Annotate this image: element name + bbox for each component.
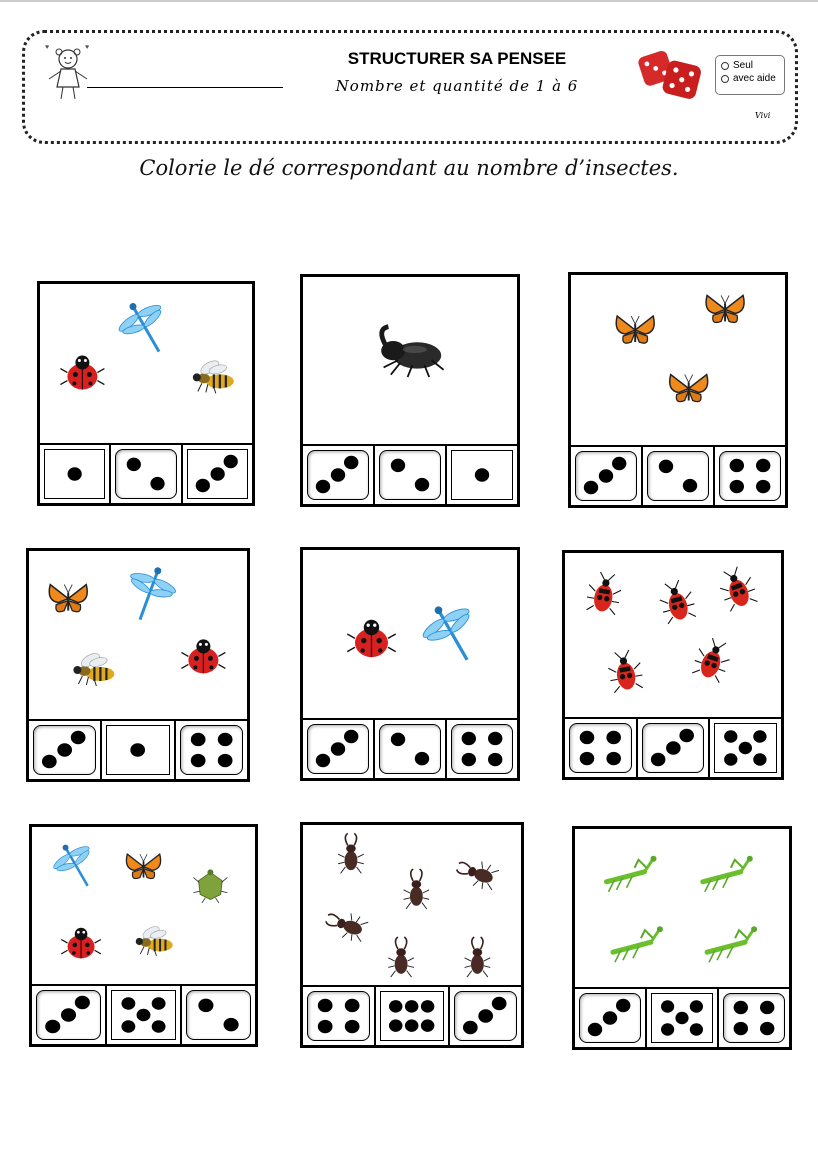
- ladybug-icon: [347, 620, 395, 657]
- exercise-card: [37, 281, 255, 506]
- die-pip: [606, 752, 621, 765]
- die-pip: [42, 755, 57, 768]
- die-pip: [463, 1021, 478, 1034]
- dice-choice[interactable]: [575, 989, 647, 1047]
- die-pip: [61, 1008, 76, 1021]
- dice-choice[interactable]: [32, 986, 107, 1044]
- die-pip: [391, 733, 405, 746]
- svg-text:♥: ♥: [45, 44, 50, 51]
- dragonfly-icon: [117, 559, 182, 628]
- worksheet-header: [22, 30, 798, 144]
- die-face-3[interactable]: [642, 723, 705, 773]
- dice-choice[interactable]: [719, 989, 789, 1047]
- dice-choice[interactable]: [183, 445, 252, 503]
- die-pip: [580, 731, 595, 744]
- die-pip: [756, 459, 770, 472]
- die-pip: [190, 754, 205, 767]
- die-pip: [57, 743, 72, 756]
- dice-choice[interactable]: [107, 986, 182, 1044]
- firebug-icon: [585, 570, 624, 615]
- stag-beetle-icon: [338, 833, 364, 873]
- firebug-icon: [606, 648, 645, 693]
- die-pip: [195, 479, 209, 492]
- die-face-2[interactable]: [186, 990, 251, 1040]
- mantis-icon: [707, 926, 757, 962]
- dice-choice[interactable]: [447, 720, 517, 778]
- dice-choice[interactable]: [111, 445, 182, 503]
- level-option-alone[interactable]: Seul: [721, 59, 784, 72]
- die-pip: [730, 480, 744, 493]
- die-pip: [661, 1000, 674, 1012]
- dice-choices: [565, 717, 781, 777]
- die-face-2[interactable]: [379, 450, 441, 500]
- insect-picture: [40, 284, 252, 445]
- wasp-icon: [136, 924, 173, 956]
- die-pip: [488, 753, 502, 766]
- insect-picture: [303, 825, 521, 987]
- die-face-3[interactable]: [36, 990, 101, 1040]
- stag-beetle-icon: [465, 937, 491, 977]
- exercise-card: [29, 824, 258, 1047]
- die-pip: [421, 1019, 434, 1031]
- dragonfly-icon: [46, 835, 106, 897]
- insect-picture: [303, 550, 517, 720]
- stag-beetle-icon: [388, 937, 414, 977]
- author-signature: Vivi: [755, 111, 771, 120]
- dice-choice[interactable]: [29, 721, 102, 779]
- exercise-card: [300, 547, 520, 781]
- die-pip: [724, 730, 737, 742]
- dice-choice[interactable]: [715, 447, 785, 505]
- die-pip: [318, 1020, 333, 1033]
- dice-choice[interactable]: [450, 987, 521, 1045]
- dice-choice[interactable]: [176, 721, 247, 779]
- die-face-6[interactable]: [380, 991, 443, 1041]
- die-face-2[interactable]: [379, 724, 441, 774]
- dice-choice[interactable]: [303, 720, 375, 778]
- die-pip: [421, 1000, 434, 1012]
- die-face-4[interactable]: [307, 991, 370, 1041]
- die-pip: [616, 999, 630, 1012]
- butterfly-icon: [126, 854, 160, 878]
- die-pip: [75, 996, 90, 1009]
- dice-choice[interactable]: [447, 446, 517, 504]
- wasp-icon: [73, 651, 114, 686]
- dice-choice[interactable]: [303, 987, 376, 1045]
- die-pip: [661, 1023, 674, 1035]
- die-pip: [389, 1000, 402, 1012]
- mantis-icon: [703, 856, 753, 892]
- die-pip: [659, 460, 673, 473]
- dice-choices: [571, 445, 785, 505]
- shield-bug-icon: [193, 869, 227, 903]
- die-pip: [415, 752, 429, 765]
- die-pip: [734, 1022, 748, 1035]
- die-pip: [210, 467, 224, 480]
- die-face-4[interactable]: [723, 993, 785, 1043]
- die-pip: [580, 752, 595, 765]
- die-pip: [462, 753, 476, 766]
- firebug-icon: [656, 578, 698, 625]
- die-pip: [415, 478, 429, 491]
- mantis-icon: [613, 926, 663, 962]
- svg-text:♥: ♥: [85, 44, 90, 51]
- die-pip: [45, 1020, 60, 1033]
- dice-choice[interactable]: [571, 447, 643, 505]
- exercise-card: [568, 272, 788, 508]
- die-pip: [690, 1023, 703, 1035]
- dragonfly-icon: [413, 593, 490, 673]
- firebug-icon: [691, 635, 735, 683]
- die-face-4[interactable]: [569, 723, 632, 773]
- dice-choices: [40, 443, 252, 503]
- stag-beetle-icon: [404, 869, 430, 909]
- dice-choices: [303, 985, 521, 1045]
- insect-picture: [303, 277, 517, 446]
- name-line: [87, 87, 283, 88]
- dragonfly-icon: [110, 291, 180, 364]
- die-pip: [651, 753, 666, 766]
- die-pip: [316, 480, 330, 493]
- die-pip: [756, 480, 770, 493]
- die-face-4[interactable]: [451, 724, 513, 774]
- exercise-card: [572, 826, 792, 1050]
- die-pip: [730, 459, 744, 472]
- dice-choices: [575, 987, 789, 1047]
- exercise-card: [300, 274, 520, 507]
- butterfly-icon: [670, 375, 708, 402]
- die-face-1[interactable]: [106, 725, 169, 775]
- die-pip: [606, 731, 621, 744]
- dice-choice[interactable]: [40, 445, 111, 503]
- exercise-card: [300, 822, 524, 1048]
- die-pip: [760, 1022, 774, 1035]
- dice-choices: [303, 718, 517, 778]
- dice-choice[interactable]: [102, 721, 175, 779]
- die-pip: [760, 1001, 774, 1014]
- die-pip: [131, 743, 146, 756]
- level-option-with-help[interactable]: avec aide: [721, 72, 784, 85]
- stag-beetle-icon: [453, 854, 499, 892]
- die-pip: [223, 455, 237, 468]
- die-pip: [679, 729, 694, 742]
- die-pip: [137, 1009, 151, 1021]
- die-pip: [491, 997, 506, 1010]
- instruction: Colorie le dé correspondant au nombre d’insectes.: [139, 156, 679, 180]
- die-pip: [734, 1001, 748, 1014]
- die-pip: [475, 468, 489, 481]
- die-pip: [683, 479, 697, 492]
- die-pip: [152, 997, 166, 1009]
- die-pip: [739, 742, 752, 754]
- die-pip: [612, 457, 626, 470]
- die-face-3[interactable]: [454, 991, 517, 1041]
- die-pip: [666, 741, 681, 754]
- die-face-3[interactable]: [33, 725, 96, 775]
- die-pip: [331, 468, 345, 481]
- dice-choices: [303, 444, 517, 504]
- die-pip: [603, 1011, 617, 1024]
- radio-icon: [721, 75, 729, 83]
- die-pip: [344, 730, 358, 743]
- top-rule: [0, 0, 818, 2]
- die-pip: [690, 1000, 703, 1012]
- die-pip: [405, 1000, 418, 1012]
- insect-picture: [565, 553, 781, 719]
- red-dice-icon: [637, 45, 703, 103]
- die-pip: [391, 459, 405, 472]
- die-pip: [121, 997, 135, 1009]
- die-pip: [198, 999, 213, 1012]
- ladybug-icon: [60, 356, 104, 390]
- dice-choices: [32, 984, 255, 1044]
- die-pip: [190, 733, 205, 746]
- die-face-1[interactable]: [44, 449, 105, 499]
- insect-picture: [32, 827, 255, 986]
- butterfly-icon: [49, 585, 87, 612]
- die-pip: [217, 733, 232, 746]
- die-pip: [345, 1020, 360, 1033]
- dice-choice[interactable]: [182, 986, 255, 1044]
- radio-icon: [721, 62, 729, 70]
- level-options: [715, 55, 785, 95]
- die-face-4[interactable]: [180, 725, 243, 775]
- die-pip: [345, 999, 360, 1012]
- die-face-3[interactable]: [307, 450, 369, 500]
- die-face-3[interactable]: [187, 449, 248, 499]
- die-pip: [754, 730, 767, 742]
- die-pip: [389, 1019, 402, 1031]
- firebug-icon: [715, 564, 759, 612]
- insect-picture: [29, 551, 247, 721]
- die-pip: [488, 732, 502, 745]
- die-pip: [121, 1020, 135, 1032]
- die-pip: [318, 999, 333, 1012]
- die-face-4[interactable]: [719, 451, 781, 501]
- die-pip: [724, 753, 737, 765]
- insect-picture: [571, 275, 785, 447]
- die-pip: [316, 754, 330, 767]
- butterfly-icon: [706, 295, 744, 322]
- insect-picture: [575, 829, 789, 989]
- die-face-1[interactable]: [451, 450, 513, 500]
- die-face-3[interactable]: [575, 451, 637, 501]
- die-face-5[interactable]: [714, 723, 777, 773]
- die-pip: [584, 481, 598, 494]
- die-pip: [331, 742, 345, 755]
- dice-choice[interactable]: [303, 446, 375, 504]
- die-pip: [754, 753, 767, 765]
- page-subtitle: Nombre et quantité de 1 à 6: [335, 77, 579, 95]
- die-pip: [462, 732, 476, 745]
- dice-choice[interactable]: [710, 719, 781, 777]
- exercise-card: [562, 550, 784, 780]
- die-pip: [599, 469, 613, 482]
- die-pip: [68, 467, 82, 480]
- die-pip: [217, 754, 232, 767]
- die-pip: [344, 456, 358, 469]
- exercise-card: [26, 548, 250, 782]
- rhinoceros-beetle-icon: [381, 327, 443, 377]
- die-face-5[interactable]: [111, 990, 176, 1040]
- mantis-icon: [607, 856, 657, 892]
- die-pip: [405, 1019, 418, 1031]
- dice-choice[interactable]: [376, 987, 449, 1045]
- page-title: STRUCTURER SA PENSEE: [347, 49, 567, 68]
- dice-choice[interactable]: [375, 446, 447, 504]
- die-pip: [588, 1023, 602, 1036]
- die-face-3[interactable]: [307, 724, 369, 774]
- die-face-3[interactable]: [579, 993, 641, 1043]
- die-pip: [127, 458, 141, 471]
- dice-choice[interactable]: [375, 720, 447, 778]
- die-pip: [151, 477, 165, 490]
- dice-choice[interactable]: [565, 719, 638, 777]
- die-pip: [152, 1020, 166, 1032]
- die-face-2[interactable]: [115, 449, 176, 499]
- butterfly-icon: [616, 316, 654, 343]
- girl-logo-icon: [41, 41, 95, 103]
- die-face-2[interactable]: [647, 451, 709, 501]
- die-pip: [478, 1009, 493, 1022]
- dice-choices: [29, 719, 247, 779]
- dice-choice[interactable]: [643, 447, 715, 505]
- wasp-icon: [193, 358, 234, 393]
- die-face-5[interactable]: [651, 993, 713, 1043]
- ladybug-icon: [181, 639, 225, 673]
- stag-beetle-icon: [323, 906, 369, 944]
- die-pip: [224, 1018, 239, 1031]
- ladybug-icon: [61, 928, 101, 959]
- die-pip: [675, 1012, 688, 1024]
- dice-choice[interactable]: [647, 989, 719, 1047]
- die-pip: [71, 731, 86, 744]
- dice-choice[interactable]: [638, 719, 711, 777]
